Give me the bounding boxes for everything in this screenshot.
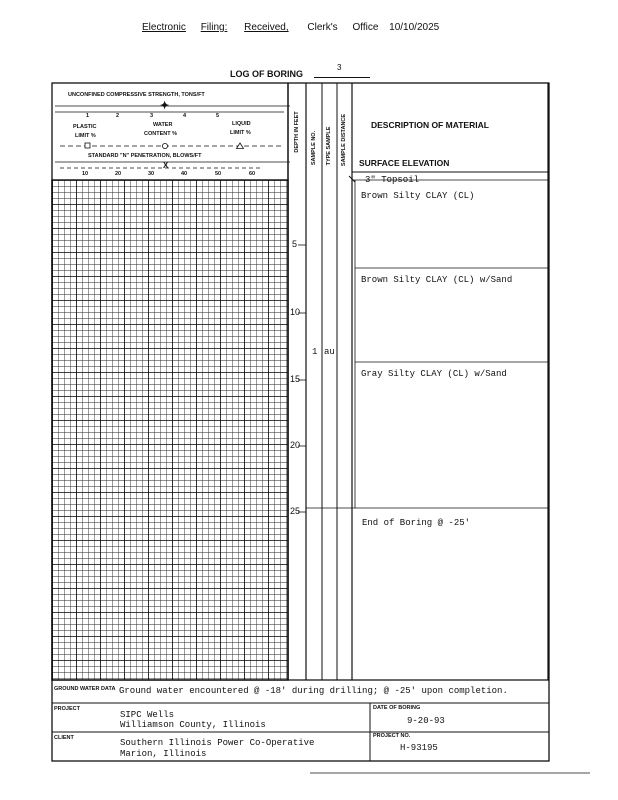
project-line-1: SIPC Wells: [120, 710, 175, 720]
compressive-tick-1: 1: [86, 113, 90, 119]
compressive-tick-4: 4: [183, 113, 187, 119]
project-label: PROJECT: [54, 706, 80, 712]
stratum-topsoil: 3" Topsoil: [365, 175, 420, 185]
spt-tick-10: 10: [82, 171, 89, 177]
stamp-date: 10/10/2025: [389, 22, 440, 33]
compressive-marker: ✦: [160, 100, 170, 112]
stratum-brown-silty-clay-sand: Brown Silty CLAY (CL) w/Sand: [361, 275, 513, 285]
description-header: DESCRIPTION OF MATERIAL: [371, 120, 489, 130]
boring-number: 3: [337, 63, 342, 72]
stratum-end-of-boring: End of Boring @ -25': [362, 518, 471, 528]
spt-tick-40: 40: [181, 171, 188, 177]
water-sub-label: CONTENT %: [144, 131, 177, 137]
date-of-boring: 9-20-93: [407, 716, 445, 726]
liquid-sub-label: LIMIT %: [230, 130, 251, 136]
stamp-office: Office: [352, 22, 379, 33]
spt-label: STANDARD "N" PENETRATION, BLOWS/FT: [88, 153, 202, 159]
groundwater-text: Ground water encountered @ -18' during drilling; @ -25' upon completion.: [119, 686, 508, 696]
spt-tick-20: 20: [115, 171, 122, 177]
date-of-boring-label: DATE OF BORING: [373, 705, 421, 711]
sample-no-header: SAMPLE NO.: [311, 130, 317, 166]
groundwater-label: GROUND WATER DATA: [54, 686, 116, 692]
depth-20: 20: [290, 440, 301, 450]
depth-5: 5: [292, 239, 298, 249]
stamp-electronic: Electronic: [142, 22, 186, 33]
sample-type: au: [324, 347, 335, 357]
spt-tick-30: 30: [148, 171, 155, 177]
compressive-tick-5: 5: [216, 113, 220, 119]
type-sample-header: TYPE SAMPLE: [326, 126, 332, 166]
plastic-label: PLASTIC: [73, 124, 97, 130]
client-line-1: Southern Illinois Power Co-Operative: [120, 738, 315, 748]
plastic-sub-label: LIMIT %: [75, 133, 96, 139]
sample-distance-header: SAMPLE DISTANCE: [341, 113, 347, 167]
project-line-2: Williamson County, Illinois: [120, 720, 266, 730]
liquid-label: LIQUID: [232, 121, 251, 127]
depth-25: 25: [290, 506, 301, 516]
stamp-filing: Filing:: [200, 22, 228, 33]
client-line-2: Marion, Illinois: [120, 749, 207, 759]
spt-tick-60: 60: [249, 171, 256, 177]
project-no: H-93195: [400, 743, 438, 753]
compressive-strength-label: UNCONFINED COMPRESSIVE STRENGTH, TONS/FT: [68, 92, 205, 98]
spt-tick-50: 50: [215, 171, 222, 177]
stamp-clerks: Clerk's: [307, 22, 338, 33]
log-title: LOG OF BORING: [230, 69, 303, 79]
surface-elevation-label: SURFACE ELEVATION: [359, 158, 450, 168]
project-no-label: PROJECT NO.: [373, 733, 411, 739]
water-label: WATER: [153, 122, 173, 128]
plot-grid: [52, 180, 288, 680]
client-label: CLIENT: [54, 735, 74, 741]
compressive-tick-2: 2: [116, 113, 120, 119]
stratum-brown-silty-clay: Brown Silty CLAY (CL): [361, 191, 475, 201]
compressive-tick-3: 3: [150, 113, 154, 119]
depth-15: 15: [290, 374, 301, 384]
stratum-gray-silty-clay-sand: Gray Silty CLAY (CL) w/Sand: [361, 369, 507, 379]
depth-10: 10: [290, 307, 301, 317]
sample-number: 1: [312, 347, 318, 357]
depth-header: DEPTH IN FEET: [294, 111, 300, 153]
stamp-received: Received,: [244, 22, 289, 33]
spt-marker: X: [163, 161, 169, 170]
